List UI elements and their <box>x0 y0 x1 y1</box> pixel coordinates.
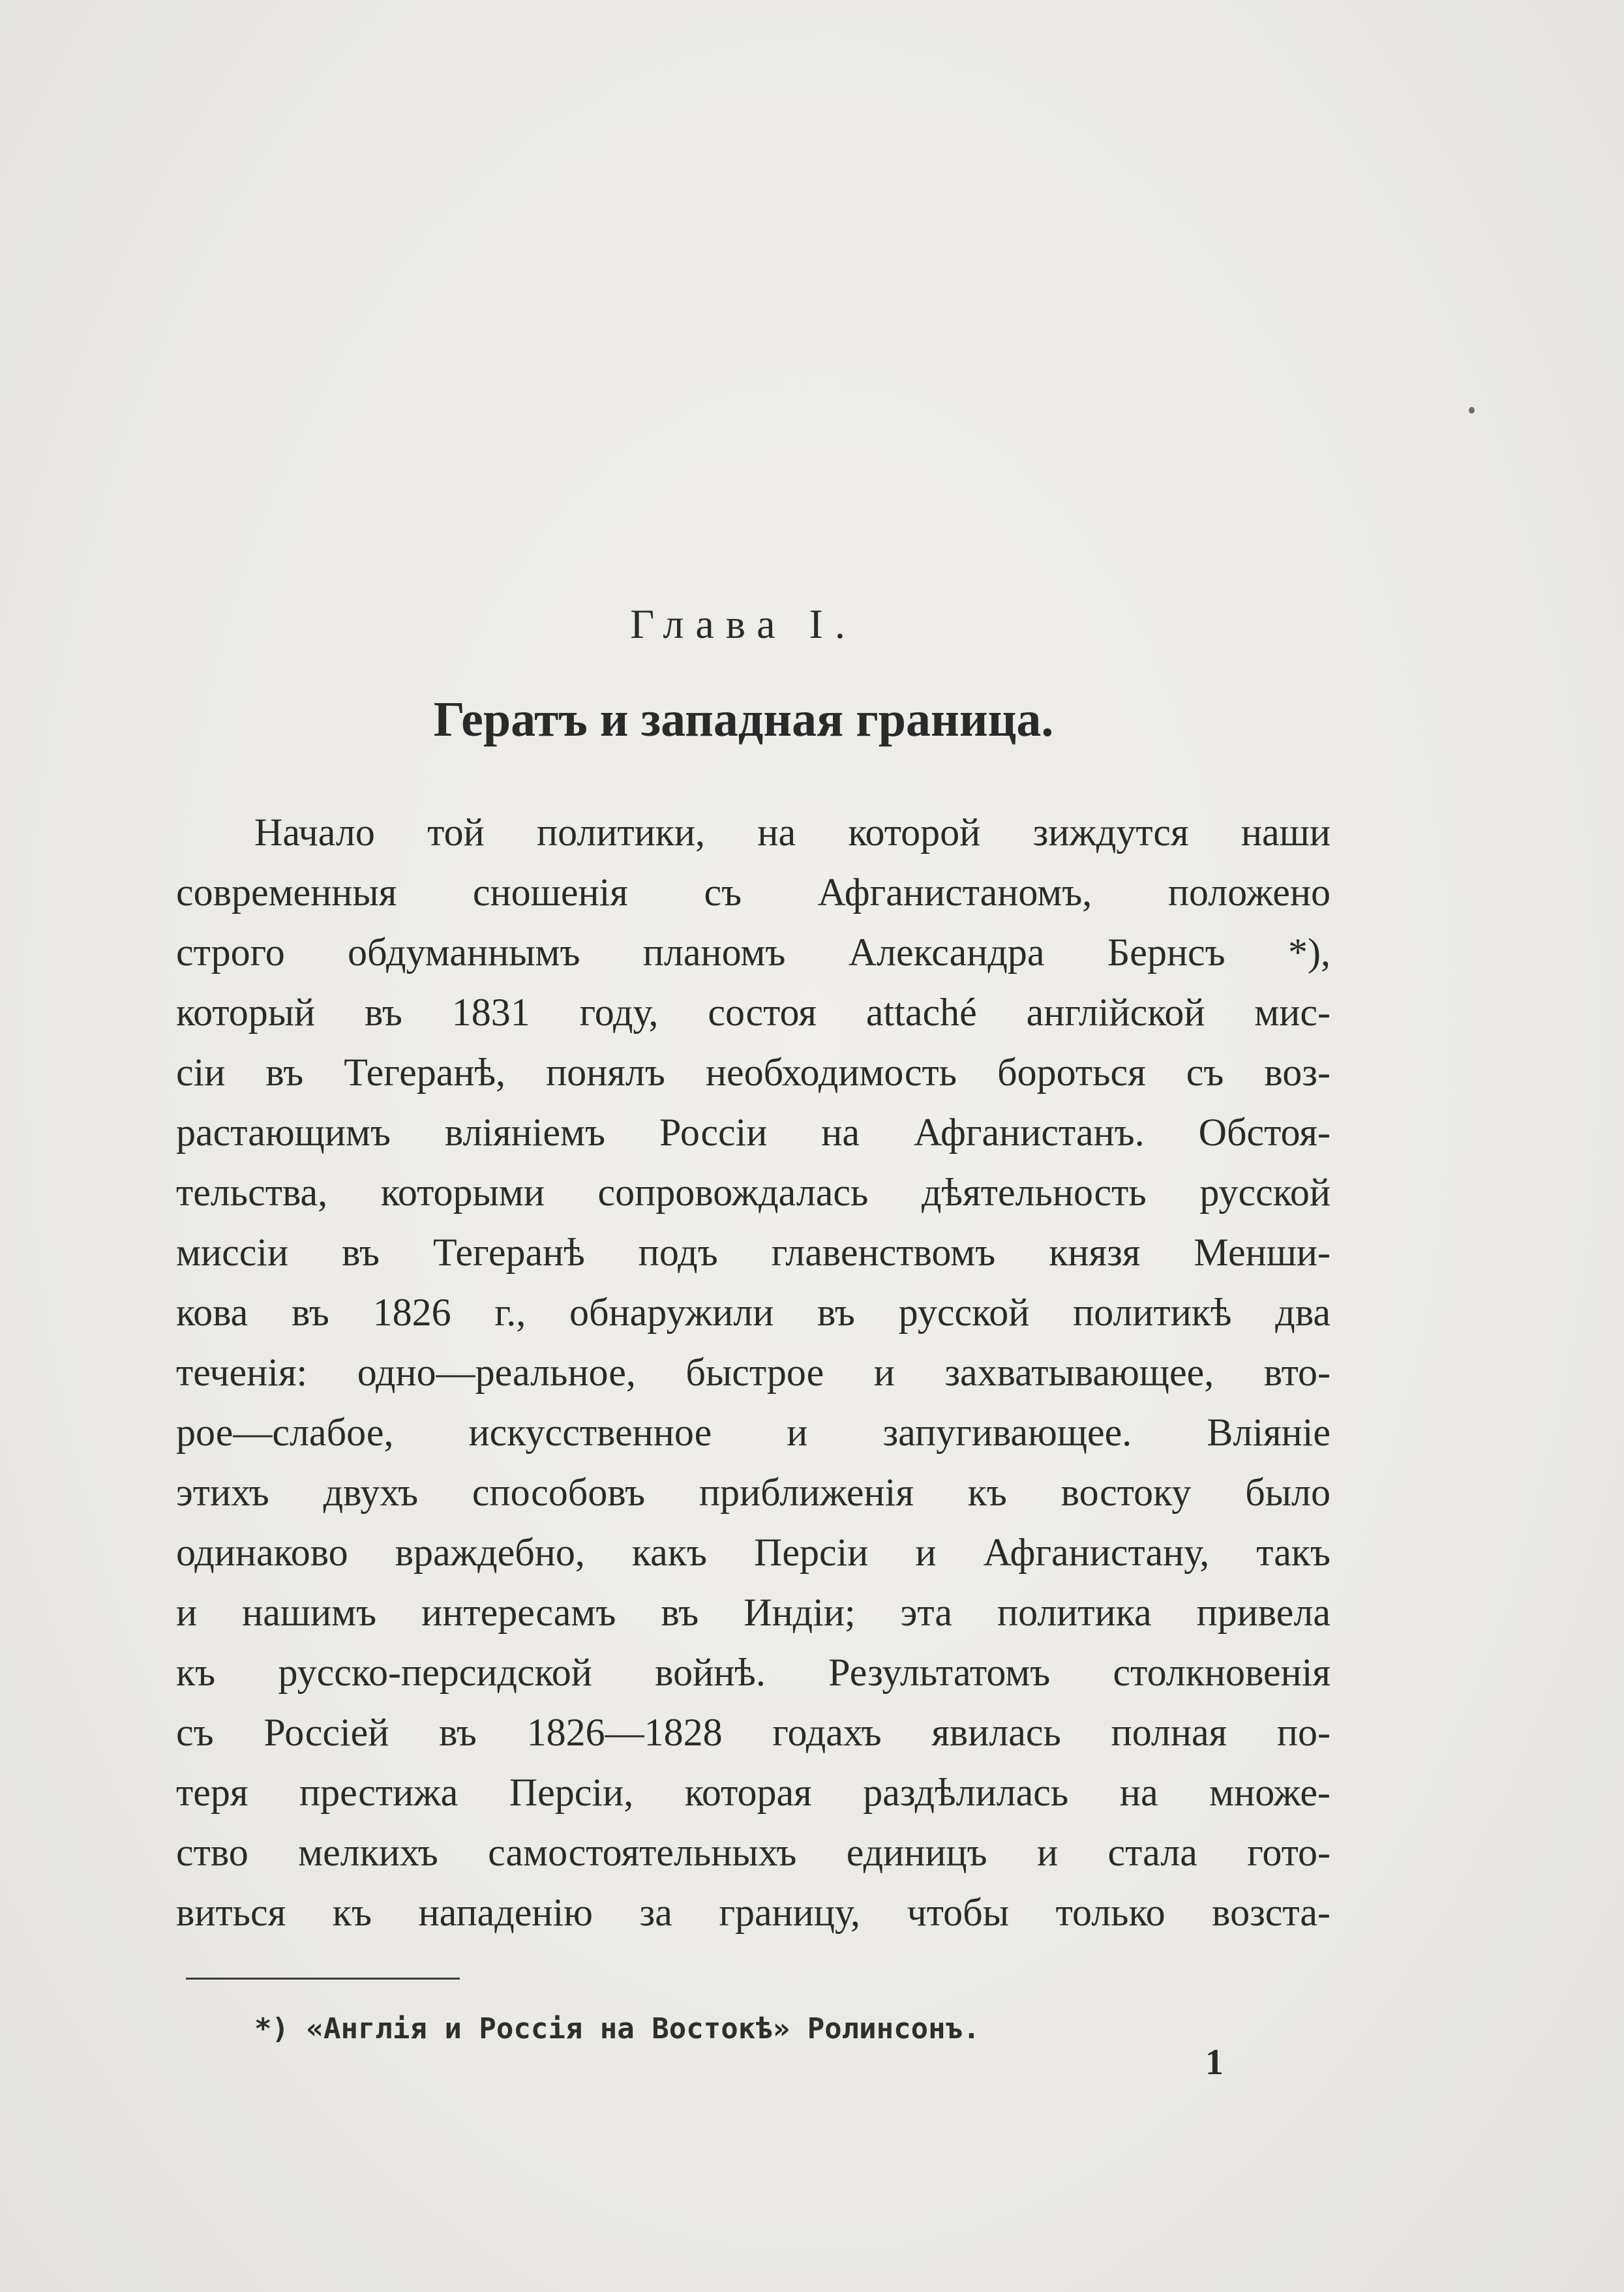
text-line: къ русско-персидской войнѣ. Результатомъ столкновенія <box>176 1651 1331 1694</box>
text-line: сіи въ Тегеранѣ, понялъ необходимость бороться съ воз- <box>176 1051 1331 1094</box>
text-line: съ Россіей въ 1826—1828 годахъ явилась полная по- <box>176 1711 1331 1754</box>
text-line: этихъ двухъ способовъ приближенія къ востоку было <box>176 1471 1331 1514</box>
text-line: и нашимъ интересамъ въ Индіи; эта политика привела <box>176 1591 1331 1634</box>
text-line: который въ 1831 году, состоя attaché англійской мис- <box>176 991 1331 1034</box>
text-line: виться къ нападенію за границу, чтобы только возста- <box>176 1891 1331 1934</box>
text-line: растающимъ вліяніемъ Россіи на Афганистанъ. Обстоя- <box>176 1111 1331 1154</box>
text-line: рое—слабое, искусственное и запугивающее. Вліяніе <box>176 1411 1331 1454</box>
text-line: строго обдуманнымъ планомъ Александра Бернсъ *), <box>176 931 1331 974</box>
body-text <box>176 802 1331 1942</box>
text-line: теря престижа Персіи, которая раздѣлилась на множе- <box>176 1771 1331 1814</box>
chapter-title: Гератъ и западная граница. <box>433 692 1054 747</box>
page-number: 1 <box>1205 2042 1224 2083</box>
paper-speck <box>1469 407 1475 414</box>
text-line: Начало той политики, на которой зиждутся наши <box>254 811 1331 854</box>
footnote: *) «Англія и Россія на Востокѣ» Ролинсонъ. <box>254 2012 980 2045</box>
text-line: ство мелкихъ самостоятельныхъ единицъ и стала гото- <box>176 1831 1331 1874</box>
text-line: кова въ 1826 г., обнаружили въ русской политикѣ два <box>176 1291 1331 1334</box>
footnote-rule <box>186 1978 460 1980</box>
text-line: теченія: одно—реальное, быстрое и захватывающее, вто- <box>176 1351 1331 1394</box>
text-line: тельства, которыми сопровождалась дѣятельность русской <box>176 1171 1331 1214</box>
text-line: одинаково враждебно, какъ Персіи и Афганистану, такъ <box>176 1531 1331 1574</box>
text-line: миссіи въ Тегеранѣ подъ главенствомъ князя Менши- <box>176 1231 1331 1274</box>
text-line: современныя сношенія съ Афганистаномъ, положено <box>176 871 1331 914</box>
chapter-heading: Глава I. <box>630 601 857 647</box>
